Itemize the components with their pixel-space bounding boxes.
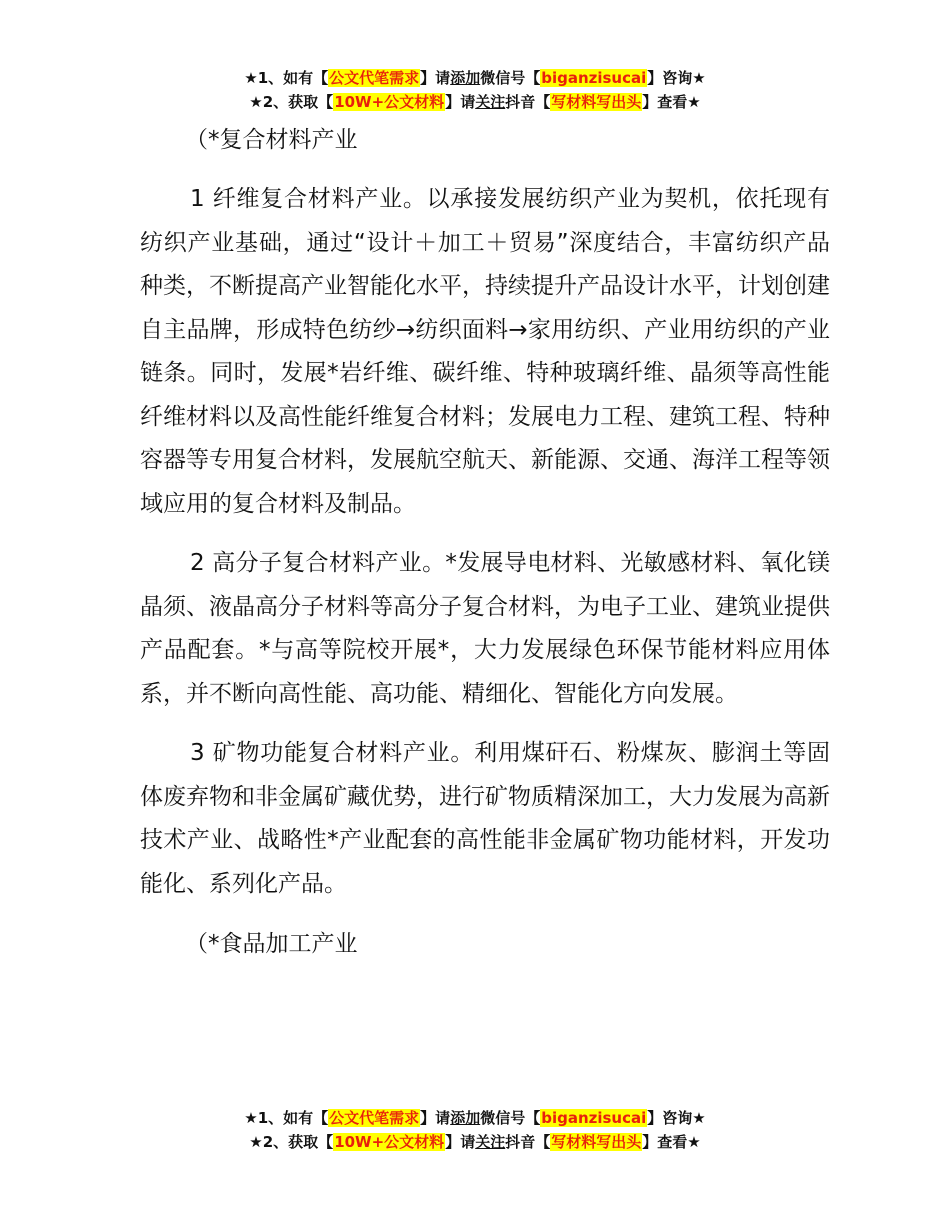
banner-line-1-mid2: 微信号【 (480, 69, 541, 87)
banner-highlight-douyin-id: 写材料写出头 (551, 93, 642, 111)
footer-banner (0, 1106, 950, 1154)
banner-line-2-mid: 】请 (445, 1133, 476, 1151)
banner-line-2-mid: 】请 (445, 93, 476, 111)
banner-line-1-mid2: 微信号【 (480, 1109, 541, 1127)
banner-line-2-mid2: 抖音【 (505, 93, 551, 111)
banner-line-1-suffix: 】咨询★ (647, 69, 706, 87)
banner-line-2-emphasis: 关注 (475, 1133, 506, 1151)
banner-line-2-prefix: ★2、获取【 (249, 1133, 334, 1151)
banner-line-2-suffix: 】查看★ (642, 1133, 701, 1151)
banner-highlight-service: 公文代笔需求 (329, 69, 420, 87)
banner-highlight-wechat-id: biganzisucai (541, 1109, 647, 1127)
banner-line-1-mid: 】请 (420, 69, 451, 87)
paragraph-polymer-composites: 2 高分子复合材料产业。*发展导电材料、光敏感材料、氧化镁晶须、液晶高分子材料等高分子复合材料，为电子工业、建筑业提供产品配套。*与高等院校开展*，大力发展绿色环保节能材料应用体系，并不断向高性能、高功能、精细化、智能化方向发展。 (140, 550, 830, 707)
banner-highlight-materials: 10W+公文材料 (334, 1133, 445, 1151)
banner-line-1-emphasis: 添加 (450, 1109, 481, 1127)
banner-line-2-emphasis: 关注 (475, 93, 506, 111)
header-banner (0, 66, 950, 114)
banner-highlight-service: 公文代笔需求 (329, 1109, 420, 1127)
banner-line-1-suffix: 】咨询★ (647, 1109, 706, 1127)
banner-line-1-emphasis: 添加 (450, 69, 481, 87)
banner-line-1 (0, 1106, 950, 1130)
banner-line-2-suffix: 】查看★ (642, 93, 701, 111)
banner-highlight-materials: 10W+公文材料 (334, 93, 445, 111)
paragraph-mineral-composites: 3 矿物功能复合材料产业。利用煤矸石、粉煤灰、膨润土等固体废弃物和非金属矿藏优势，进行矿物质精深加工，大力发展为高新技术产业、战略性*产业配套的高性能非金属矿物功能材料，开发功能化、系列化产品。 (140, 740, 830, 897)
banner-highlight-wechat-id: biganzisucai (541, 69, 647, 87)
paragraph-fiber-composites: 1 纤维复合材料产业。以承接发展纺织产业为契机，依托现有纺织产业基础，通过“设计＋加工＋贸易”深度结合，丰富纺织产品种类，不断提高产业智能化水平，持续提升产品设计水平，计划创建自主品牌，形成特色纺纱→纺织面料→家用纺织、产业用纺织的产业链条。同时，发展*岩纤维、碳纤维、特种玻璃纤维、晶须等高性能纤维材料以及高性能纤维复合材料；发展电力工程、建筑工程、特种容器等专用复合材料，发展航空航天、新能源、交通、海洋工程等领域应用的复合材料及制品。 (140, 186, 830, 517)
banner-line-1-prefix: ★1、如有【 (244, 1109, 329, 1127)
section-heading-composite-materials: （*复合材料产业 (185, 127, 358, 153)
banner-line-2 (0, 1130, 950, 1154)
banner-line-1-mid: 】请 (420, 1109, 451, 1127)
banner-line-2-prefix: ★2、获取【 (249, 93, 334, 111)
banner-highlight-douyin-id: 写材料写出头 (551, 1133, 642, 1151)
document-body (140, 118, 830, 966)
section-heading-food-processing: （*食品加工产业 (185, 931, 358, 957)
banner-line-1 (0, 66, 950, 90)
banner-line-2-mid2: 抖音【 (505, 1133, 551, 1151)
banner-line-1-prefix: ★1、如有【 (244, 69, 329, 87)
banner-line-2 (0, 90, 950, 114)
